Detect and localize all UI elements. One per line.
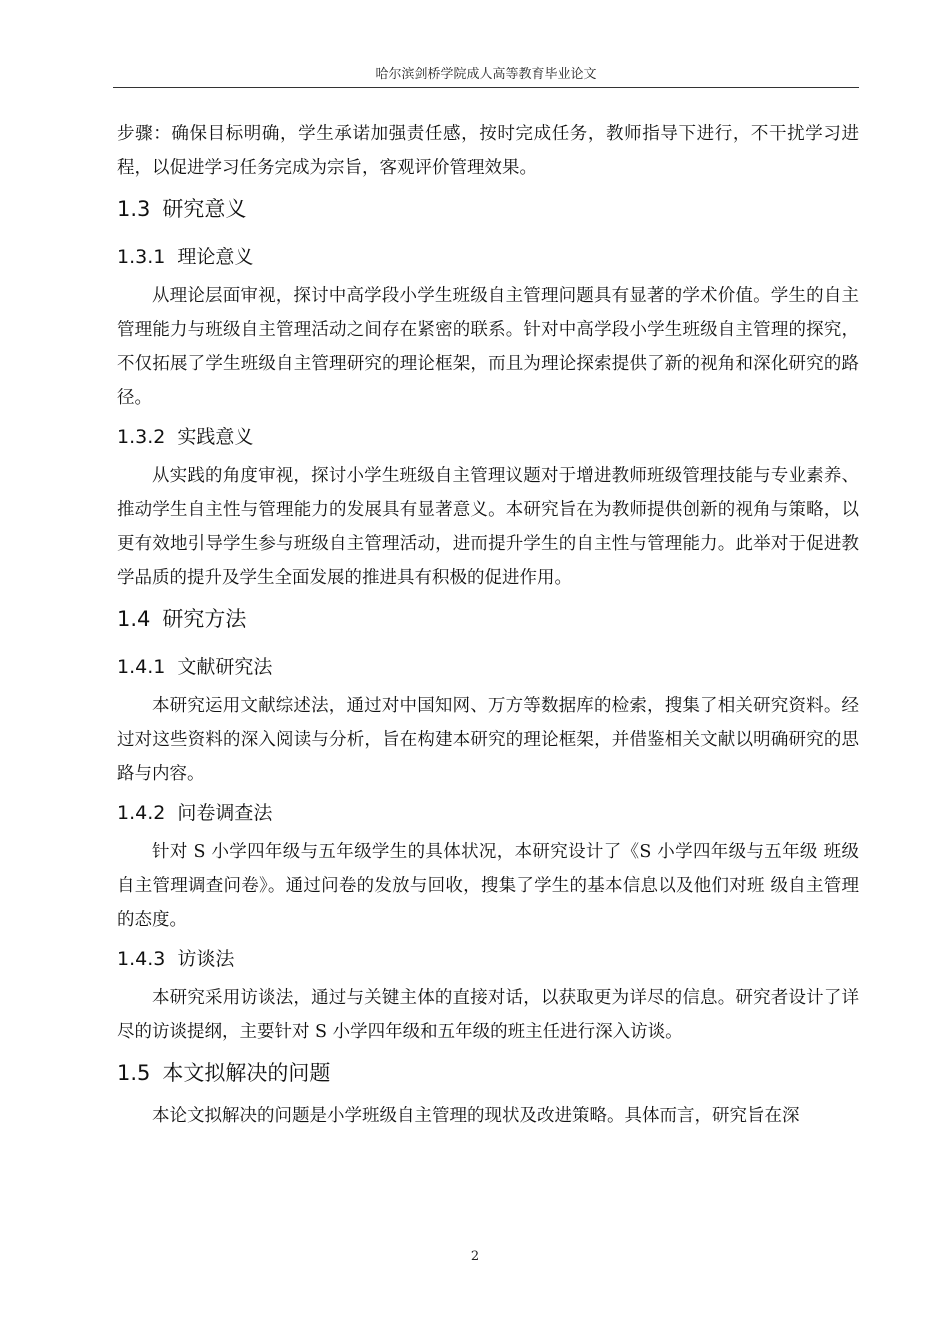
- subsection-heading-1-4-3: [117, 937, 859, 981]
- subsection-heading-1-3-1: [117, 235, 859, 279]
- paragraph-literature-method: 本研究运用文献综述法，通过对中国知网、万方等数据库的检索，搜集了相关研究资料。经过对这些资料的深入阅读与分析，旨在构建本研究的理论框架，并借鉴相关文献以明确研究的思路与内容。: [117, 696, 859, 784]
- subsection-heading-1-4-2: [117, 791, 859, 835]
- paragraph-interview-method: 本研究采用访谈法，通过与关键主体的直接对话，以获取更为详尽的信息。研究者设计了详尽的访谈提纲，主要针对 S 小学四年级和五年级的班主任进行深入访谈。: [117, 988, 859, 1042]
- subsection-title: 实践意义: [177, 426, 254, 448]
- section-number: 1.3: [117, 197, 151, 221]
- subsection-number: 1.3.2: [117, 426, 166, 448]
- section-heading-1-4: [117, 595, 859, 645]
- subsection-title: 问卷调查法: [177, 802, 273, 824]
- section-heading-1-5: [117, 1049, 859, 1099]
- header-rule: [113, 87, 859, 88]
- section-number: 1.5: [117, 1061, 151, 1085]
- paragraph-research-problem: 本论文拟解决的问题是小学班级自主管理的现状及改进策略。具体而言，研究旨在深: [152, 1106, 800, 1126]
- subsection-number: 1.4.3: [117, 948, 166, 970]
- intro-paragraph: 步骤：确保目标明确，学生承诺加强责任感，按时完成任务，教师指导下进行，不干扰学习进程，以促进学习任务完成为宗旨，客观评价管理效果。: [117, 124, 859, 178]
- section-heading-1-3: [117, 185, 859, 235]
- subsection-number: 1.3.1: [117, 246, 166, 268]
- section-title: 研究意义: [162, 197, 247, 221]
- running-header: 哈尔滨剑桥学院成人高等教育毕业论文: [375, 67, 597, 82]
- paragraph-questionnaire-method: 针对 S 小学四年级与五年级学生的具体状况，本研究设计了《S 小学四年级与五年级 班级自主管理调查问卷》。通过问卷的发放与回收，搜集了学生的基本信息以及他们对班 级自主管理的态度。: [117, 842, 859, 930]
- page-body: [117, 117, 859, 1133]
- subsection-heading-1-3-2: [117, 415, 859, 459]
- subsection-heading-1-4-1: [117, 645, 859, 689]
- subsection-number: 1.4.1: [117, 656, 166, 678]
- paragraph-practical-significance: 从实践的角度审视，探讨小学生班级自主管理议题对于增进教师班级管理技能与专业素养、推动学生自主性与管理能力的发展具有显著意义。本研究旨在为教师提供创新的视角与策略，以更有效地引导学生参与班级自主管理活动，进而提升学生的自主性与管理能力。此举对于促进教学品质的提升及学生全面发展的推进具有积极的促进作用。: [117, 466, 859, 588]
- section-number: 1.4: [117, 607, 151, 631]
- subsection-title: 访谈法: [177, 948, 235, 970]
- page-number: 2: [470, 1249, 480, 1264]
- section-title: 本文拟解决的问题: [162, 1061, 331, 1085]
- paragraph-theoretical-significance: 从理论层面审视，探讨中高学段小学生班级自主管理问题具有显著的学术价值。学生的自主管理能力与班级自主管理活动之间存在紧密的联系。针对中高学段小学生班级自主管理的探究，不仅拓展了学生班级自主管理研究的理论框架，而且为理论探索提供了新的视角和深化研究的路径。: [117, 286, 859, 408]
- section-title: 研究方法: [162, 607, 247, 631]
- subsection-title: 理论意义: [177, 246, 254, 268]
- subsection-title: 文献研究法: [177, 656, 273, 678]
- subsection-number: 1.4.2: [117, 802, 166, 824]
